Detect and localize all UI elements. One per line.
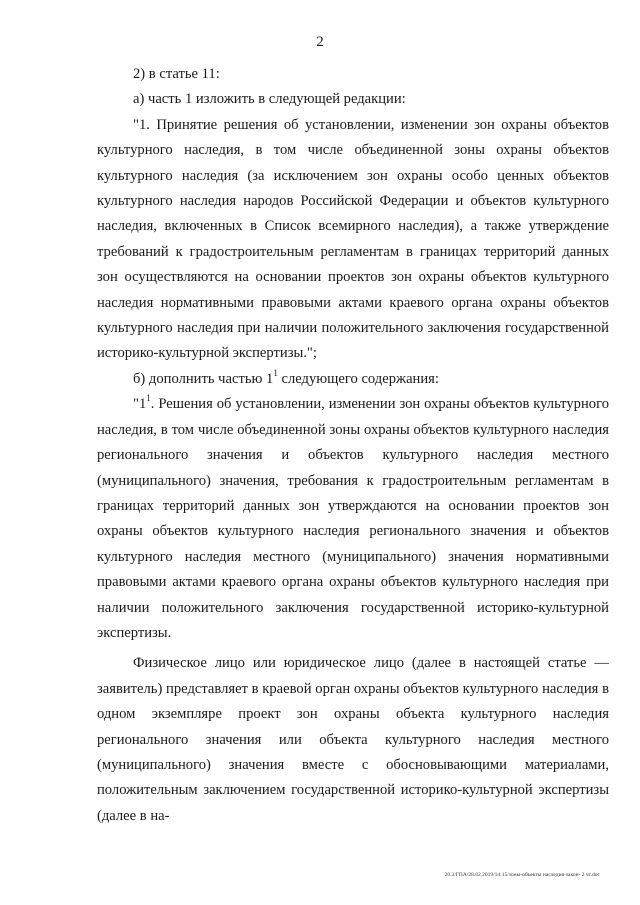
sub-b-superscript: 1	[273, 368, 278, 379]
paragraph-sub-a: а) часть 1 изложить в следующей редакции:	[133, 91, 406, 108]
paragraph-applicant: Физическое лицо или юридическое лицо (далее в настоящей статье — заявитель) представляет в краевой орган охраны объектов культурного наследия в одном экземпляре проект зон охраны объекта культурного наследия регионального значения или объекта культурного наследия местного (муниципального) значения вместе с обосновывающими материалами, положительным заключением государственной историко-культурной экспертизы (далее в на-	[97, 655, 609, 824]
paragraph-sub-b	[97, 367, 609, 392]
page-number: 2	[316, 34, 324, 50]
part-1-1-superscript: 1	[146, 393, 151, 404]
part-1-1-text: . Решения об установлении, изменении зон охраны объектов культурного наследия, в том числе объединенной зоны охраны объектов культурного наследия регионального значения и объектов культурного наследия местного (муниципального) значения, требования к градостроительным регламентам в границах территорий данных зон утверждаются на основании проектов зон охраны объектов культурного наследия регионального значения и объектов культурного наследия местного (муниципального) значения нормативными правовыми актами краевого органа охраны объектов культурного наследия при наличии положительного заключения государственной историко-культурной экспертизы.	[97, 396, 609, 641]
paragraph-item-2: 2) в статье 11:	[133, 66, 220, 82]
paragraph-part-1: "1. Принятие решения об установлении, изменении зон охраны объектов культурного наследия, в том числе объединенной зоны охраны объектов культурного наследия (за исключением зон охраны особо ценных объектов культурного наследия народов Российской Федерации и объектов культурного наследия, включенных в Список всемирного наследия), а также утверждение требований к градостроительным регламентам в границах территорий данных зон осуществляются на основании проектов зон охраны объектов культурного наследия нормативными правовыми актами краевого органа охраны объектов культурного наследия при наличии положительного заключения государственной историко-культурной экспертизы.";	[97, 116, 609, 362]
sub-b-suffix: следующего содержания:	[277, 370, 439, 387]
footer-file-path: 20.3/ГПА/28.02.2019/14:15/зоны-объекты наследия-закон- 2 чт.doc	[444, 872, 600, 878]
paragraph-part-1-1	[97, 392, 609, 646]
document-body	[97, 62, 609, 829]
part-1-1-prefix: "1	[133, 396, 147, 413]
sub-b-prefix: б) дополнить частью 1	[133, 370, 274, 387]
